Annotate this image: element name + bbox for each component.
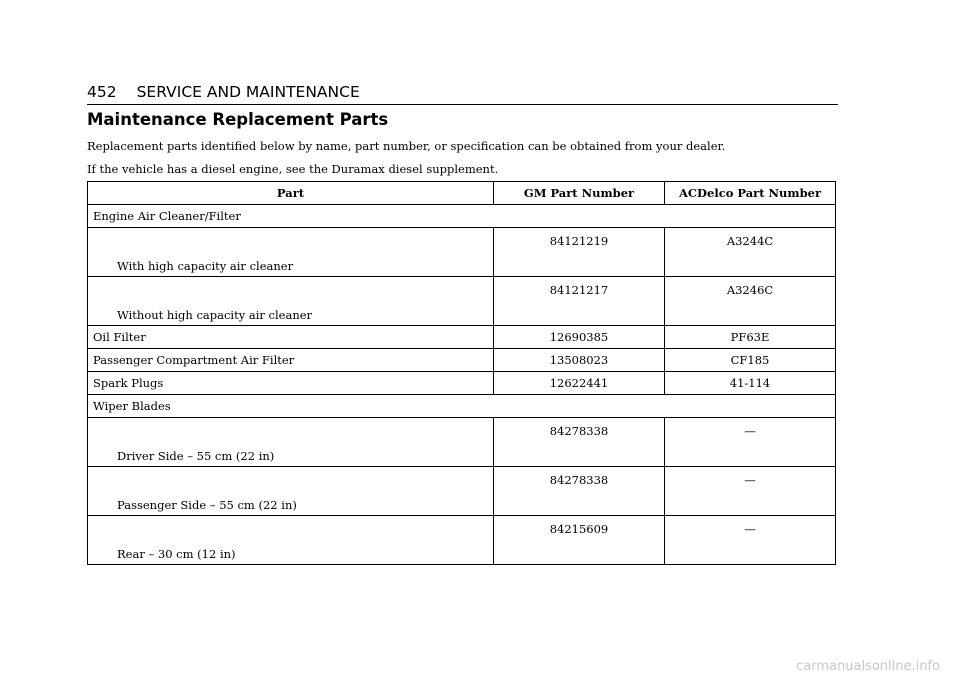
part-name: Oil Filter [88, 326, 494, 349]
page-title: Maintenance Replacement Parts [87, 110, 389, 129]
table-row [88, 372, 836, 395]
table-row [88, 277, 836, 326]
part-name: Without high capacity air cleaner [88, 277, 494, 326]
watermark: carmanualsonline.info [796, 659, 940, 674]
gm-part-number: 84121217 [494, 277, 665, 326]
part-name: Passenger Compartment Air Filter [88, 349, 494, 372]
table-row [88, 326, 836, 349]
acdelco-part-number: CF185 [665, 349, 836, 372]
acdelco-part-number: A3244C [665, 228, 836, 277]
group-label: Wiper Blades [88, 395, 836, 418]
gm-part-number: 12622441 [494, 372, 665, 395]
gm-part-number: 84278338 [494, 418, 665, 467]
intro-paragraph: If the vehicle has a diesel engine, see the Duramax diesel supplement. [87, 162, 499, 176]
intro-paragraph: Replacement parts identified below by name, part number, or specification can be obtained from your dealer. [87, 139, 726, 153]
section-title: SERVICE AND MAINTENANCE [136, 83, 360, 101]
table-header-row [88, 182, 836, 205]
acdelco-part-number: — [665, 418, 836, 467]
part-name: Spark Plugs [88, 372, 494, 395]
part-name: With high capacity air cleaner [88, 228, 494, 277]
table-row [88, 349, 836, 372]
acdelco-part-number: 41-114 [665, 372, 836, 395]
table-group-row [88, 395, 836, 418]
acdelco-part-number: — [665, 467, 836, 516]
acdelco-part-number: A3246C [665, 277, 836, 326]
table-row [88, 516, 836, 565]
gm-part-number: 13508023 [494, 349, 665, 372]
table-row [88, 467, 836, 516]
part-name: Driver Side – 55 cm (22 in) [88, 418, 494, 467]
acdelco-part-number: PF63E [665, 326, 836, 349]
gm-part-number: 84121219 [494, 228, 665, 277]
part-name: Passenger Side – 55 cm (22 in) [88, 467, 494, 516]
part-name: Rear – 30 cm (12 in) [88, 516, 494, 565]
page-header [87, 82, 838, 105]
acdelco-part-number: — [665, 516, 836, 565]
gm-part-number: 84278338 [494, 467, 665, 516]
table-row [88, 228, 836, 277]
group-label: Engine Air Cleaner/Filter [88, 205, 836, 228]
column-header-part: Part [88, 182, 494, 205]
table-row [88, 418, 836, 467]
table-group-row [88, 205, 836, 228]
column-header-acdelco-part-number: ACDelco Part Number [665, 182, 836, 205]
parts-table [87, 181, 836, 565]
gm-part-number: 12690385 [494, 326, 665, 349]
gm-part-number: 84215609 [494, 516, 665, 565]
column-header-gm-part-number: GM Part Number [494, 182, 665, 205]
page-number: 452 [87, 83, 117, 101]
